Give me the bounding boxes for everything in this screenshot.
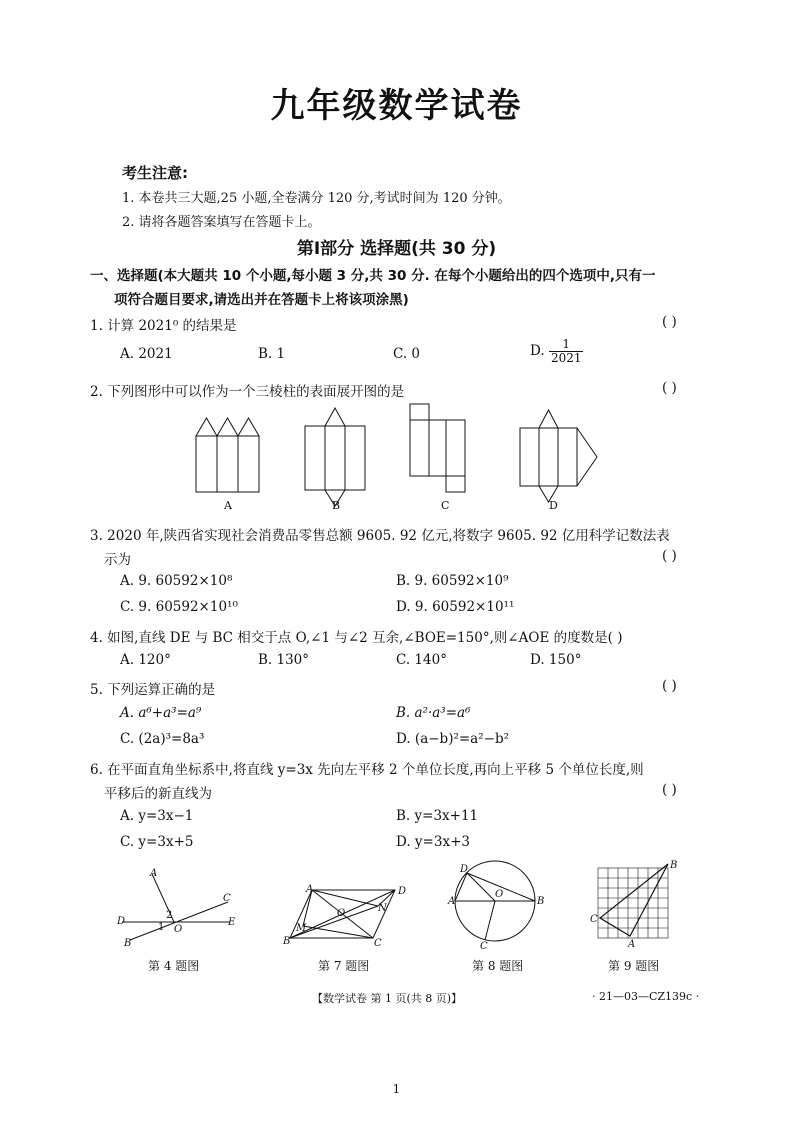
notice-item-1: 1. 本卷共三大题,25 小题,全卷满分 120 分,考试时间为 120 分钟。 xyxy=(122,191,511,206)
q4-option-b: B. 130° xyxy=(258,652,310,668)
q4-option-c: C. 140° xyxy=(396,652,447,668)
net-a xyxy=(196,418,259,492)
net-d xyxy=(520,410,597,502)
fig4-label-2: 2 xyxy=(166,910,173,921)
fig4-label-d: D xyxy=(117,916,126,927)
fig4-label-o: O xyxy=(174,924,183,935)
q1-option-a: A. 2021 xyxy=(120,346,173,362)
fig7-label-b: B xyxy=(283,936,291,947)
answer-paren-6: ( ) xyxy=(662,782,677,798)
q2-nets-figure xyxy=(0,400,793,515)
q3-option-c: C. 9. 60592×10¹⁰ xyxy=(120,599,238,615)
fig7-label-n: N xyxy=(378,903,387,914)
fig4-label-e: E xyxy=(228,917,236,928)
q5-option-a: A. a⁶+a³=a⁹ xyxy=(120,705,202,721)
q6-option-c: C. y=3x+5 xyxy=(120,834,194,850)
q3-option-d: D. 9. 60592×10¹¹ xyxy=(396,599,515,615)
fraction-denominator: 2021 xyxy=(550,351,582,365)
fig4-label-b: B xyxy=(124,938,132,949)
caption-fig8: 第 8 题图 xyxy=(472,959,524,973)
fig7-label-d: D xyxy=(398,886,407,897)
page-number: 1 xyxy=(392,1082,401,1096)
fig4-label-c: C xyxy=(223,893,231,904)
question-4-stem: 4. 如图,直线 DE 与 BC 相交于点 O,∠1 与∠2 互余,∠BOE=150°,则∠AOE 的度数是( ) xyxy=(90,630,623,646)
figure-q8 xyxy=(445,856,555,951)
fig7-label-m: M xyxy=(296,923,307,934)
net-label-a: A xyxy=(224,499,232,512)
section-instructions-line2: 项符合题目要求,请选出并在答题卡上将该项涂黑) xyxy=(114,292,409,308)
fig4-label-a: A xyxy=(150,868,158,879)
footer-code: · 21—03—CZ139c · xyxy=(592,990,700,1003)
question-3-stem-line2: 示为 xyxy=(104,552,131,568)
q4-option-d: D. 150° xyxy=(530,652,582,668)
fig7-label-o: O xyxy=(337,908,346,919)
fraction-numerator: 1 xyxy=(549,338,584,352)
q3-option-b: B. 9. 60592×10⁹ xyxy=(396,573,509,589)
part-title: 第Ⅰ部分 选择题(共 30 分) xyxy=(296,239,497,259)
notice-heading: 考生注意: xyxy=(122,164,188,182)
q6-option-a: A. y=3x−1 xyxy=(120,808,194,824)
q1-option-c: C. 0 xyxy=(393,346,421,362)
fig8-label-c: C xyxy=(480,941,488,952)
answer-paren-5: ( ) xyxy=(662,678,677,694)
net-c xyxy=(410,404,465,492)
question-5-stem: 5. 下列运算正确的是 xyxy=(90,682,216,698)
q1-option-d xyxy=(530,338,583,365)
footer-page-info: 【数学试卷 第 1 页(共 8 页)】 xyxy=(312,992,463,1005)
fig8-label-b: B xyxy=(537,896,545,907)
q1-option-d-label: D. xyxy=(530,343,545,359)
net-label-b: B xyxy=(332,499,341,512)
question-6-stem-line2: 平移后的新直线为 xyxy=(104,786,212,802)
page-title: 九年级数学试卷 xyxy=(270,86,523,126)
q4-option-a: A. 120° xyxy=(120,652,171,668)
q5-option-d: D. (a−b)²=a²−b² xyxy=(396,731,510,747)
answer-paren-3: ( ) xyxy=(662,548,677,564)
figure-q4 xyxy=(110,860,250,970)
q1-option-b: B. 1 xyxy=(258,346,286,362)
section-instructions-line1: 一、选择题(本大题共 10 个小题,每小题 3 分,共 30 分. 在每个小题给出的四个选项中,只有一 xyxy=(90,268,656,284)
q5-option-b: B. a²·a³=a⁶ xyxy=(396,705,471,721)
answer-paren-1: ( ) xyxy=(662,314,677,330)
net-label-d: D xyxy=(549,499,558,512)
q1-option-d-fraction xyxy=(549,338,584,365)
net-label-c: C xyxy=(441,499,450,512)
caption-fig4: 第 4 题图 xyxy=(148,959,200,973)
caption-fig7: 第 7 题图 xyxy=(318,959,370,973)
fig4-label-1: 1 xyxy=(158,922,165,933)
answer-paren-2: ( ) xyxy=(662,380,677,396)
fig7-label-a: A xyxy=(306,884,314,895)
fig9-label-a: A xyxy=(628,939,636,950)
fig9-label-c: C xyxy=(590,914,598,925)
question-3-stem-line1: 3. 2020 年,陕西省实现社会消费品零售总额 9605. 92 亿元,将数字 9605. 92 亿用科学记数法表 xyxy=(90,528,670,544)
question-6-stem-line1: 6. 在平面直角坐标系中,将直线 y=3x 先向左平移 2 个单位长度,再向上平移 5 个单位长度,则 xyxy=(90,762,644,778)
fig8-label-a: A xyxy=(448,896,456,907)
caption-fig9: 第 9 题图 xyxy=(608,959,660,973)
notice-item-2: 2. 请将各题答案填写在答题卡上。 xyxy=(122,215,321,230)
q6-option-d: D. y=3x+3 xyxy=(396,834,470,850)
q5-option-c: C. (2a)³=8a³ xyxy=(120,731,205,747)
figure-q9 xyxy=(588,860,688,950)
question-1-stem: 1. 计算 2021⁰ 的结果是 xyxy=(90,318,237,334)
fig9-label-b: B xyxy=(670,860,678,871)
fig8-label-o: O xyxy=(495,889,504,900)
net-b xyxy=(305,408,365,506)
question-2-stem: 2. 下列图形中可以作为一个三棱柱的表面展开图的是 xyxy=(90,384,405,400)
figure-q7 xyxy=(280,880,410,960)
fig7-label-c: C xyxy=(374,938,382,949)
fig8-label-d: D xyxy=(460,864,469,875)
q3-option-a: A. 9. 60592×10⁸ xyxy=(120,573,233,589)
q6-option-b: B. y=3x+11 xyxy=(396,808,479,824)
